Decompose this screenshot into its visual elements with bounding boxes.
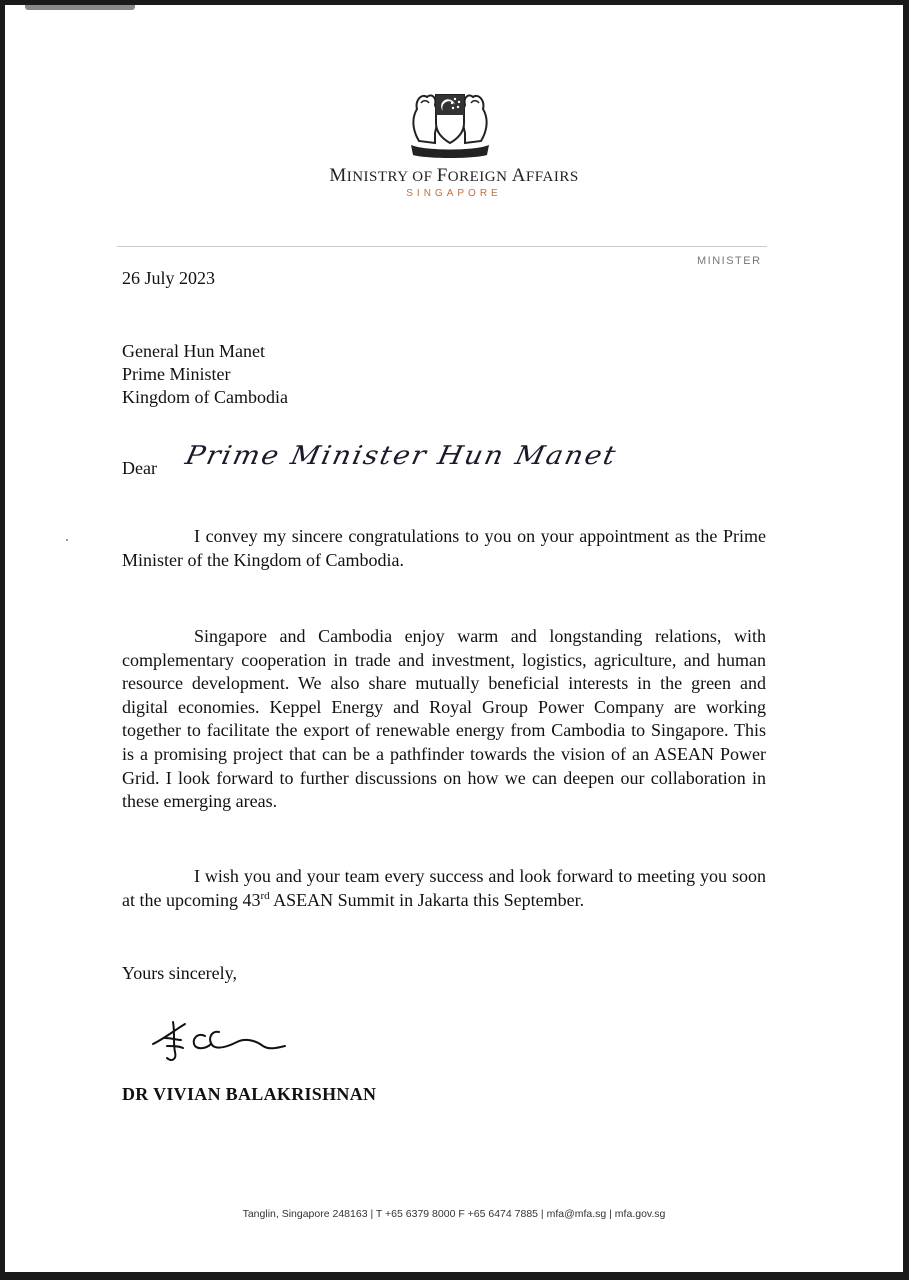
recipient-address — [122, 340, 288, 409]
singapore-coat-of-arms-icon — [405, 81, 495, 159]
letter-page — [5, 5, 903, 1272]
handwritten-salutation: Prime Minister Hun Manet — [182, 440, 621, 471]
paragraph-congratulations: I convey my sincere congratulations to you on your appointment as the Prime Minister of the Kingdom of Cambodia. — [122, 526, 766, 570]
ministry-country: SINGAPORE — [406, 188, 502, 199]
paragraph-wishes: I wish you and your team every success and look forward to meeting you soon at the upcoming 43rd ASEAN Summit in Jakarta this September. — [122, 866, 766, 910]
footer-contact: Tanglin, Singapore 248163 | T +65 6379 8000 F +65 6474 7885 | mfa@mfa.sg | mfa.gov.sg — [242, 1208, 666, 1220]
handwritten-signature — [145, 1018, 295, 1064]
letter-date: 26 July 2023 — [122, 268, 216, 288]
header-divider — [117, 246, 767, 247]
recipient-title: Prime Minister — [122, 364, 231, 384]
recipient-country: Kingdom of Cambodia — [122, 387, 288, 407]
scan-edge-mark — [25, 5, 135, 10]
recipient-name: General Hun Manet — [122, 341, 265, 361]
scan-speck — [66, 539, 68, 541]
office-stamp: MINISTER — [697, 255, 762, 267]
salutation: Dear — [122, 458, 157, 478]
closing: Yours sincerely, — [122, 963, 237, 983]
signer-name: DR VIVIAN BALAKRISHNAN — [122, 1084, 377, 1104]
ministry-name: MINISTRY OF FOREIGN AFFAIRS — [329, 165, 579, 186]
paragraph-relations: Singapore and Cambodia enjoy warm and longstanding relations, with complementary cooperation in trade and investment, logistics, agriculture, and human resource development. We also share mutually beneficial interests in the green and digital economies. Keppel Energy and Royal Group Power Company are working together to facilitate the export of renewable energy from Cambodia to Singapore. This is a promising project that can be a pathfinder towards the vision of an ASEAN Power Grid. I look forward to further discussions on how we can deepen our collaboration in these emerging areas. — [122, 626, 766, 812]
